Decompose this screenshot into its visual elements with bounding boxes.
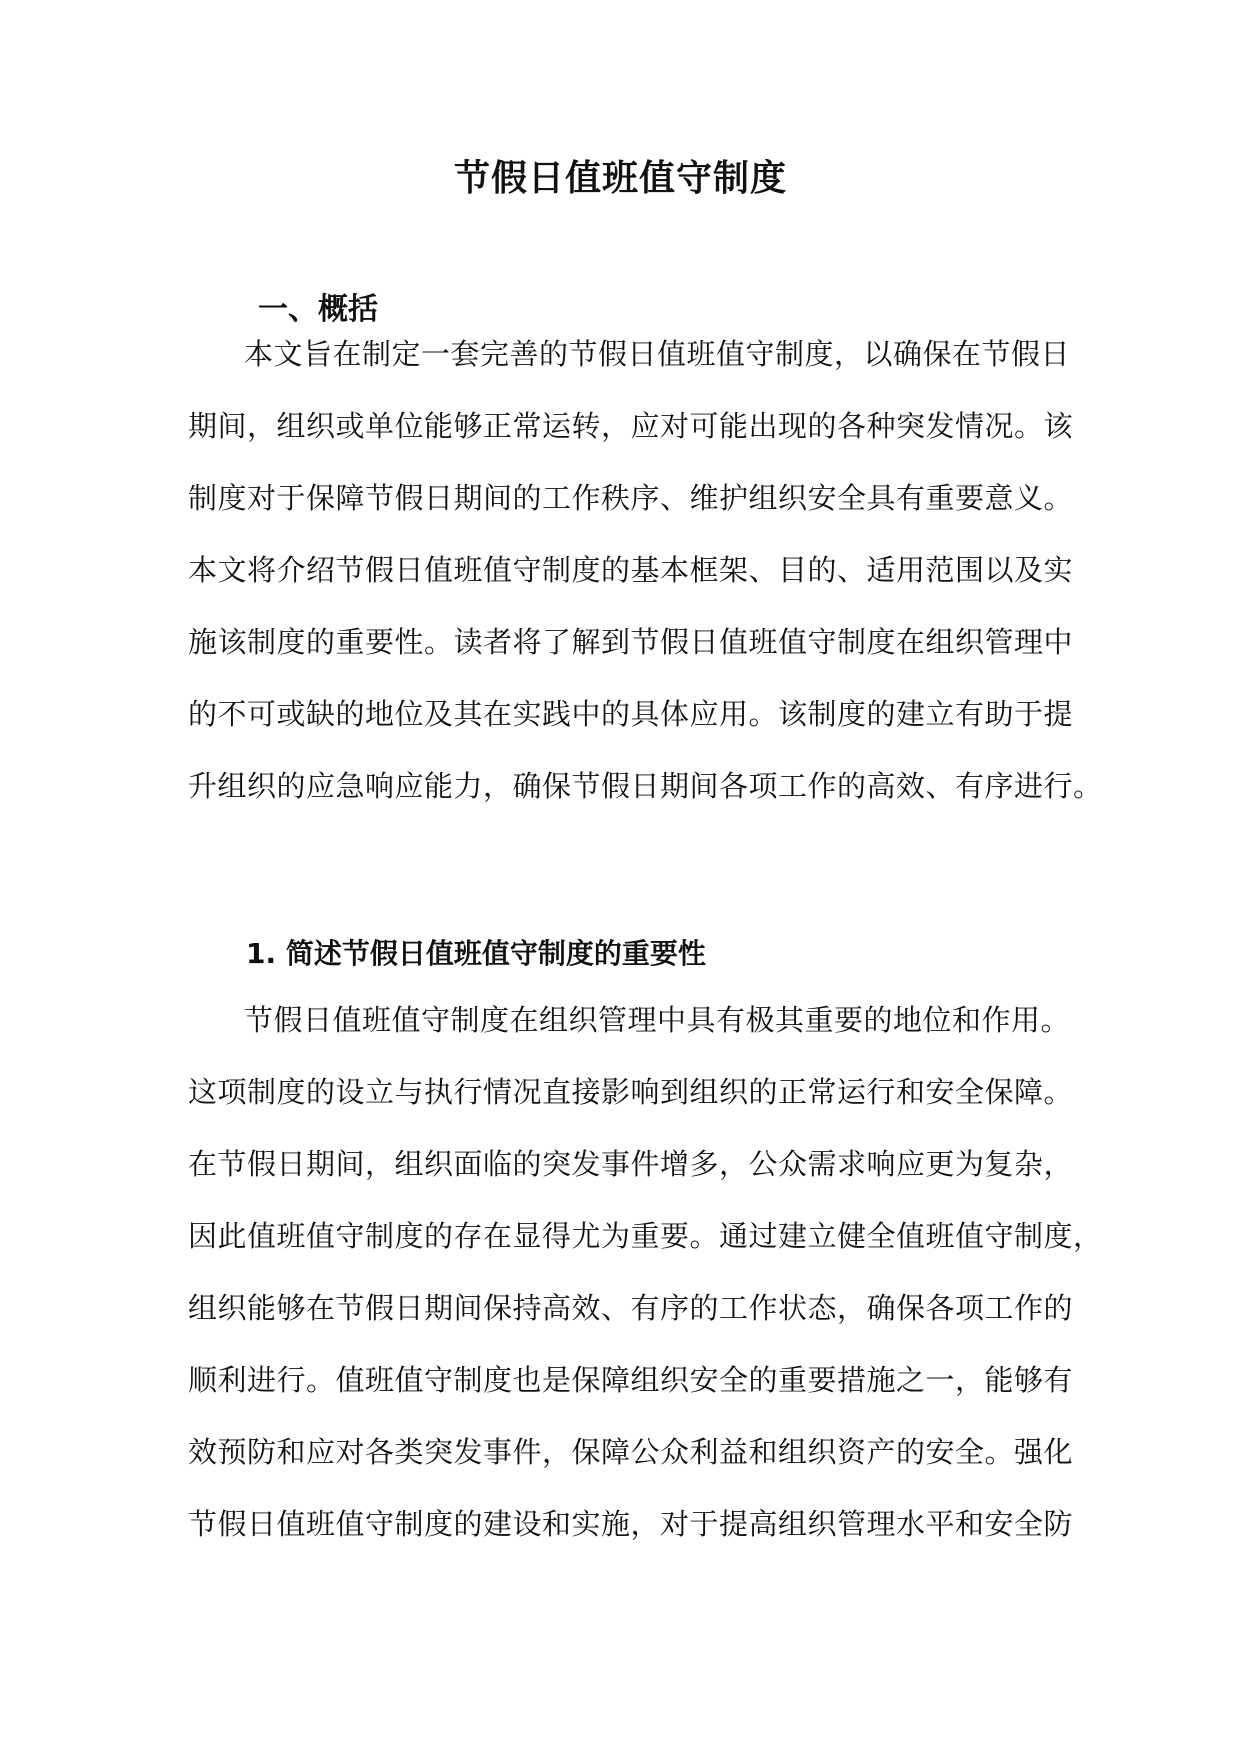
paragraph-line: 组织能够在节假日期间保持高效、有序的工作状态，确保各项工作的 (188, 1291, 1074, 1325)
paragraph-line: 升组织的应急响应能力，确保节假日期间各项工作的高效、有序进行。 (188, 769, 1103, 803)
document-title: 节假日值班值守制度 (453, 158, 787, 199)
paragraph-line: 施该制度的重要性。读者将了解到节假日值班值守制度在组织管理中 (188, 625, 1074, 659)
subsection-heading-importance: 1. 简述节假日值班值守制度的重要性 (246, 937, 706, 970)
paragraph-line: 制度对于保障节假日期间的工作秩序、维护组织安全具有重要意义。 (188, 481, 1074, 515)
paragraph-line: 期间，组织或单位能够正常运转，应对可能出现的各种突发情况。该 (188, 409, 1074, 443)
paragraph-line: 在节假日期间，组织面临的突发事件增多，公众需求响应更为复杂， (188, 1147, 1074, 1181)
paragraph-line: 效预防和应对各类突发事件，保障公众利益和组织资产的安全。强化 (188, 1435, 1074, 1469)
paragraph-line: 因此值班值守制度的存在显得尤为重要。通过建立健全值班值守制度， (188, 1219, 1103, 1253)
section-heading-overview: 一、概括 (258, 292, 378, 327)
paragraph-line: 顺利进行。值班值守制度也是保障组织安全的重要措施之一，能够有 (188, 1363, 1074, 1397)
paragraph-line: 本文旨在制定一套完善的节假日值班值守制度，以确保在节假日 (244, 337, 1071, 371)
paragraph-line: 这项制度的设立与执行情况直接影响到组织的正常运行和安全保障。 (188, 1075, 1074, 1109)
paragraph-line: 节假日值班值守制度在组织管理中具有极其重要的地位和作用。 (244, 1003, 1071, 1037)
paragraph-line: 的不可或缺的地位及其在实践中的具体应用。该制度的建立有助于提 (188, 697, 1074, 731)
paragraph-line: 节假日值班值守制度的建设和实施，对于提高组织管理水平和安全防 (188, 1507, 1074, 1541)
paragraph-line: 本文将介绍节假日值班值守制度的基本框架、目的、适用范围以及实 (188, 553, 1074, 587)
